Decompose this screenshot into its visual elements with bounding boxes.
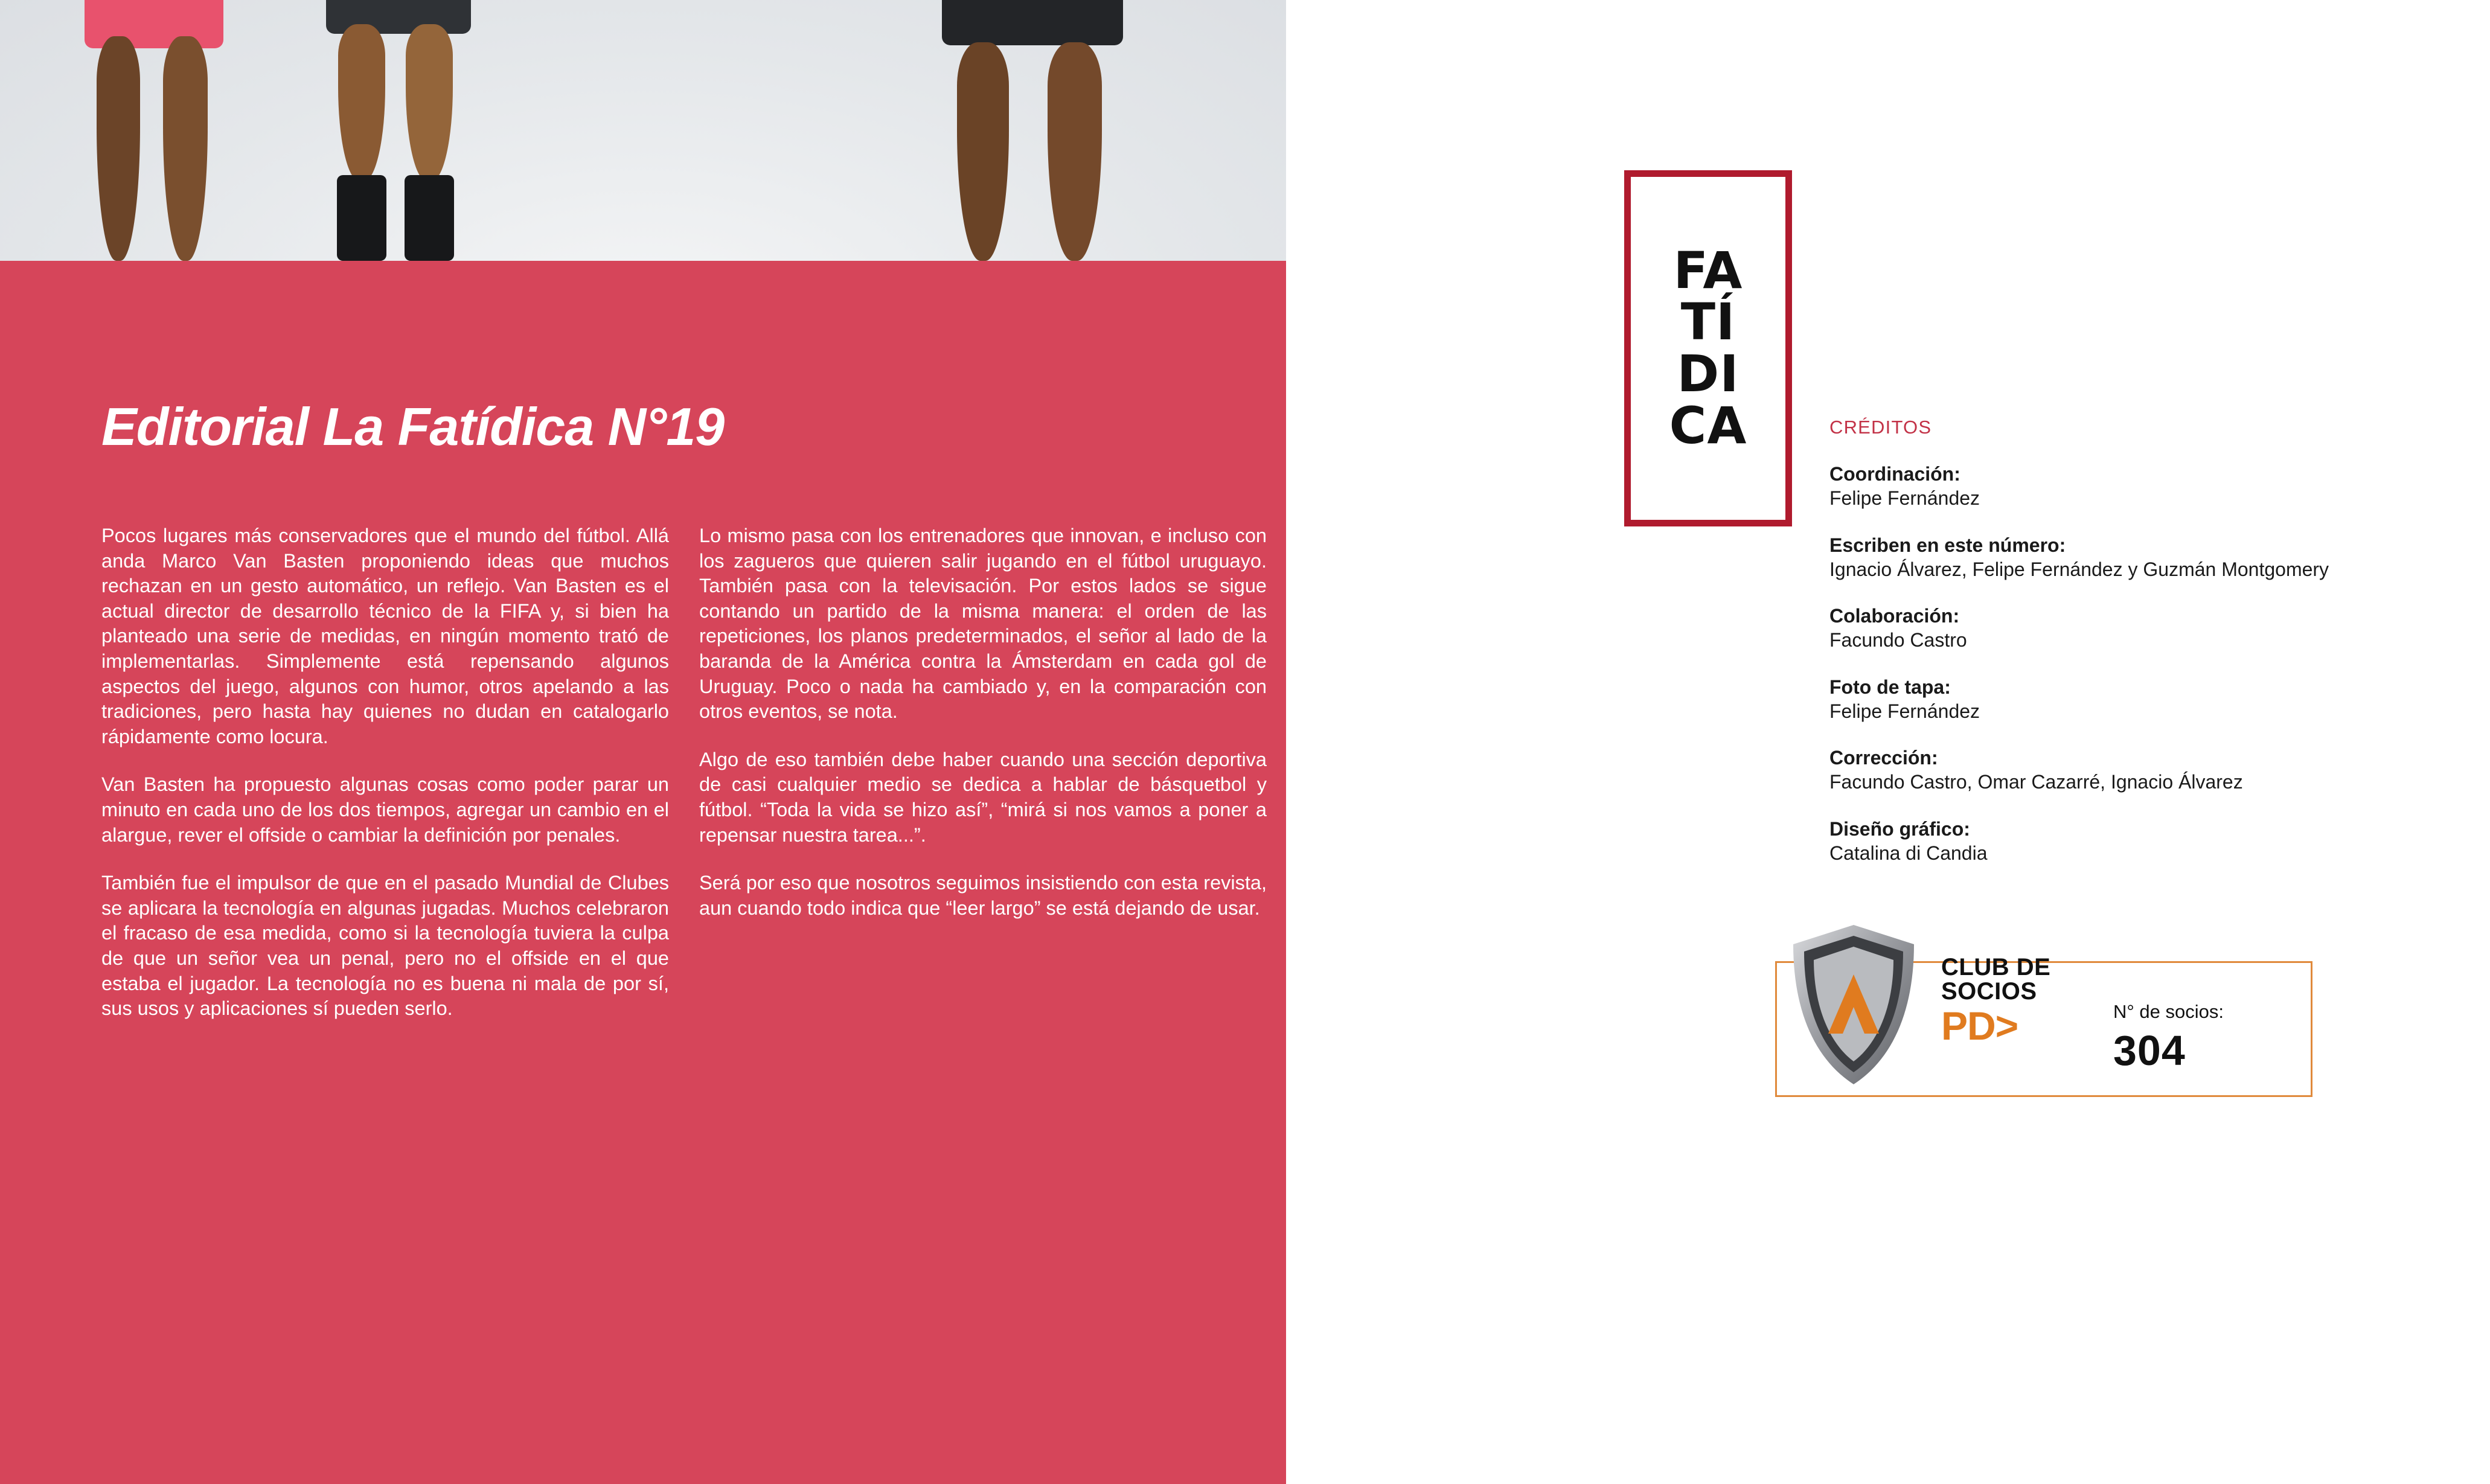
runner-2-sock-right xyxy=(405,175,454,261)
credit-item xyxy=(1829,817,2439,866)
logo-line: TÍ xyxy=(1680,292,1736,352)
editorial-paragraph: Van Basten ha propuesto algunas cosas como poder parar un minuto en cada uno de los dos tiempos, agregar un cambio en el alargue, rever el offside o cambiar la definición por penales. xyxy=(101,773,669,846)
credit-item xyxy=(1829,462,2439,511)
socios-count-value: 304 xyxy=(2113,1027,2186,1074)
editorial-paragraph: También fue el impulsor de que en el pasado Mundial de Clubes se aplicara la tecnología en algunas jugadas. Muchos celebraron el fracaso de esa medida, como si la tecnología tuviera la culpa de que un señor vea un penal, pero no el offside en el que estaba el jugador. La tecnología no es buena ni mala de por sí, sus usos y aplicaciones sí pueden serlo. xyxy=(101,872,669,1020)
credit-value: Catalina di Candia xyxy=(1829,842,1988,864)
editorial-block xyxy=(0,261,1286,1484)
credit-value: Felipe Fernández xyxy=(1829,487,1980,509)
editorial-paragraph: Lo mismo pasa con los entrenadores que innovan, e incluso con los zagueros que quieren salir jugando en el fútbol uruguayo. También pasa con la televisación. Por estos lados se sigue contando un partido de la misma manera: el orden de las repeticiones, los planos predeterminados, el señor al lado de la baranda de la América contra la Ámsterdam en cada gol de Uruguay. Poco o nada ha cambiado y, en la comparación con otros eventos, se nota. xyxy=(699,525,1267,723)
credit-label: Corrección: xyxy=(1829,747,1938,769)
credit-value: Felipe Fernández xyxy=(1829,700,1980,722)
credits-list xyxy=(1829,462,2439,866)
credits-heading: CRÉDITOS xyxy=(1829,417,1932,438)
logo-line: CA xyxy=(1669,395,1747,455)
credit-value: Facundo Castro, Omar Cazarré, Ignacio Álvarez xyxy=(1829,771,2243,793)
fatidica-logo-inner xyxy=(1640,186,1776,511)
pd-brand: PD> xyxy=(1941,1003,2018,1048)
page-title: Editorial La Fatídica N°19 xyxy=(101,396,725,456)
credit-item xyxy=(1829,604,2439,653)
credit-value: Ignacio Álvarez, Felipe Fernández y Guzmán Montgomery xyxy=(1829,558,2329,580)
club-socios-wordmark xyxy=(1941,955,2050,1046)
logo-line: FA xyxy=(1673,240,1743,300)
logo-line: DI xyxy=(1677,344,1739,403)
socios-count-label: N° de socios: xyxy=(2113,1001,2224,1022)
runner-3-shorts xyxy=(942,0,1123,45)
editorial-paragraph: Será por eso que nosotros seguimos insistiendo con esta revista, aun cuando todo indica que “leer largo” se está dejando de usar. xyxy=(699,872,1267,919)
credit-item xyxy=(1829,533,2439,583)
credit-label: Coordinación: xyxy=(1829,463,1960,485)
editorial-column-left xyxy=(101,523,669,1022)
credit-value: Facundo Castro xyxy=(1829,629,1967,651)
fatidica-logo xyxy=(1624,170,1792,526)
runners-legs-photo xyxy=(0,0,1286,261)
runner-2-sock-left xyxy=(337,175,386,261)
credit-label: Diseño gráfico: xyxy=(1829,817,1970,840)
editorial-paragraph: Algo de eso también debe haber cuando una sección deportiva de casi cualquier medio se dedica a hablar de básquetbol y fútbol. “Toda la vida se hizo así”, “mirá si nos vamos a poner a repensar nuestra tarea...”. xyxy=(699,748,1267,846)
right-page xyxy=(1286,0,2490,1484)
club-shield-icon xyxy=(1787,923,1920,1089)
editorial-paragraph: Pocos lugares más conservadores que el mundo del fútbol. Allá anda Marco Van Basten proponiendo ideas que muchos rechazan en un gesto automático, un reflejo. Van Basten es el actual director de desarrollo técnico de la FIFA y, si bien ha planteado una serie de medidas, en ningún momento trató de implementarlas. Simplemente está repensando algunos aspectos del juego, algunos con humor, otros apelando a las tradiciones, pero hasta hay quienes no dudan en catalogarlo rápidamente como locura. xyxy=(101,525,669,747)
credit-label: Colaboración: xyxy=(1829,605,1960,627)
club-line-1: CLUB DE xyxy=(1941,954,2051,980)
credit-label: Foto de tapa: xyxy=(1829,676,1951,698)
credit-label: Escriben en este número: xyxy=(1829,534,2066,556)
club-line-2: SOCIOS xyxy=(1941,978,2037,1005)
credit-item xyxy=(1829,746,2439,795)
credit-item xyxy=(1829,675,2439,724)
editorial-column-right xyxy=(699,523,1267,921)
